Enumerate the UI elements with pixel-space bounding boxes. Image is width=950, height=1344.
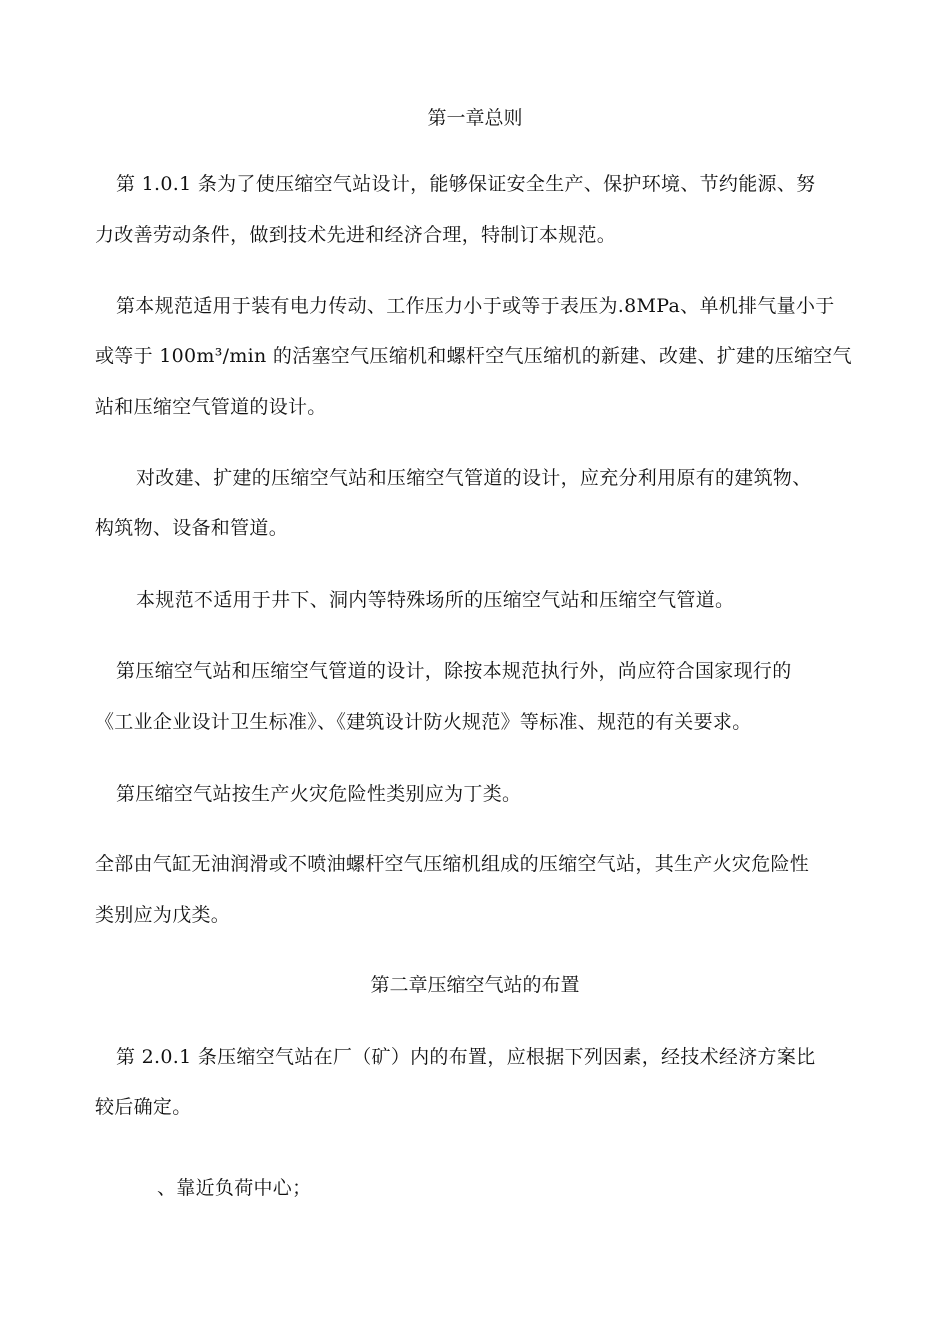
- standards-paragraph-line-2: 《工业企业设计卫生标准》、《建筑设计防火规范》等标准、规范的有关要求。: [95, 711, 752, 733]
- standards-paragraph-line-1: 第压缩空气站和压缩空气管道的设计，除按本规范执行外，尚应符合国家现行的: [116, 660, 792, 682]
- scope-paragraph-line-1: 第本规范适用于装有电力传动、工作压力小于或等于表压为.8MPa、单机排气量小于: [116, 295, 835, 317]
- renovation-paragraph-line-1: 对改建、扩建的压缩空气站和压缩空气管道的设计，应充分利用原有的建筑物、: [136, 467, 812, 489]
- article-2-0-1-line-1: 第 2.0.1 条压缩空气站在厂（矿）内的布置，应根据下列因素，经技术经济方案比: [116, 1046, 816, 1068]
- oil-free-paragraph-line-2: 类别应为戊类。: [95, 904, 231, 926]
- article-2-0-1-line-2: 较后确定。: [95, 1096, 192, 1118]
- chapter-2-title: 第二章压缩空气站的布置: [370, 974, 580, 996]
- article-1-0-1-line-1: 第 1.0.1 条为了使压缩空气站设计，能够保证安全生产、保护环境、节约能源、努: [116, 173, 816, 195]
- fire-class-paragraph-line-1: 第压缩空气站按生产火灾危险性类别应为丁类。: [116, 783, 522, 805]
- scope-paragraph-line-3: 站和压缩空气管道的设计。: [95, 396, 327, 418]
- exclusion-paragraph-line-1: 本规范不适用于井下、洞内等特殊场所的压缩空气站和压缩空气管道。: [136, 589, 735, 611]
- renovation-paragraph-line-2: 构筑物、设备和管道。: [95, 517, 289, 539]
- scope-paragraph-line-2: 或等于 100m³/min 的活塞空气压缩机和螺杆空气压缩机的新建、改建、扩建的压缩空气: [95, 345, 852, 367]
- chapter-1-title: 第一章总则: [427, 107, 523, 129]
- list-item-load-center: 、靠近负荷中心；: [157, 1177, 312, 1199]
- article-1-0-1-line-2: 力改善劳动条件，做到技术先进和经济合理，特制订本规范。: [95, 224, 617, 246]
- oil-free-paragraph-line-1: 全部由气缸无油润滑或不喷油螺杆空气压缩机组成的压缩空气站，其生产火灾危险性: [95, 853, 810, 875]
